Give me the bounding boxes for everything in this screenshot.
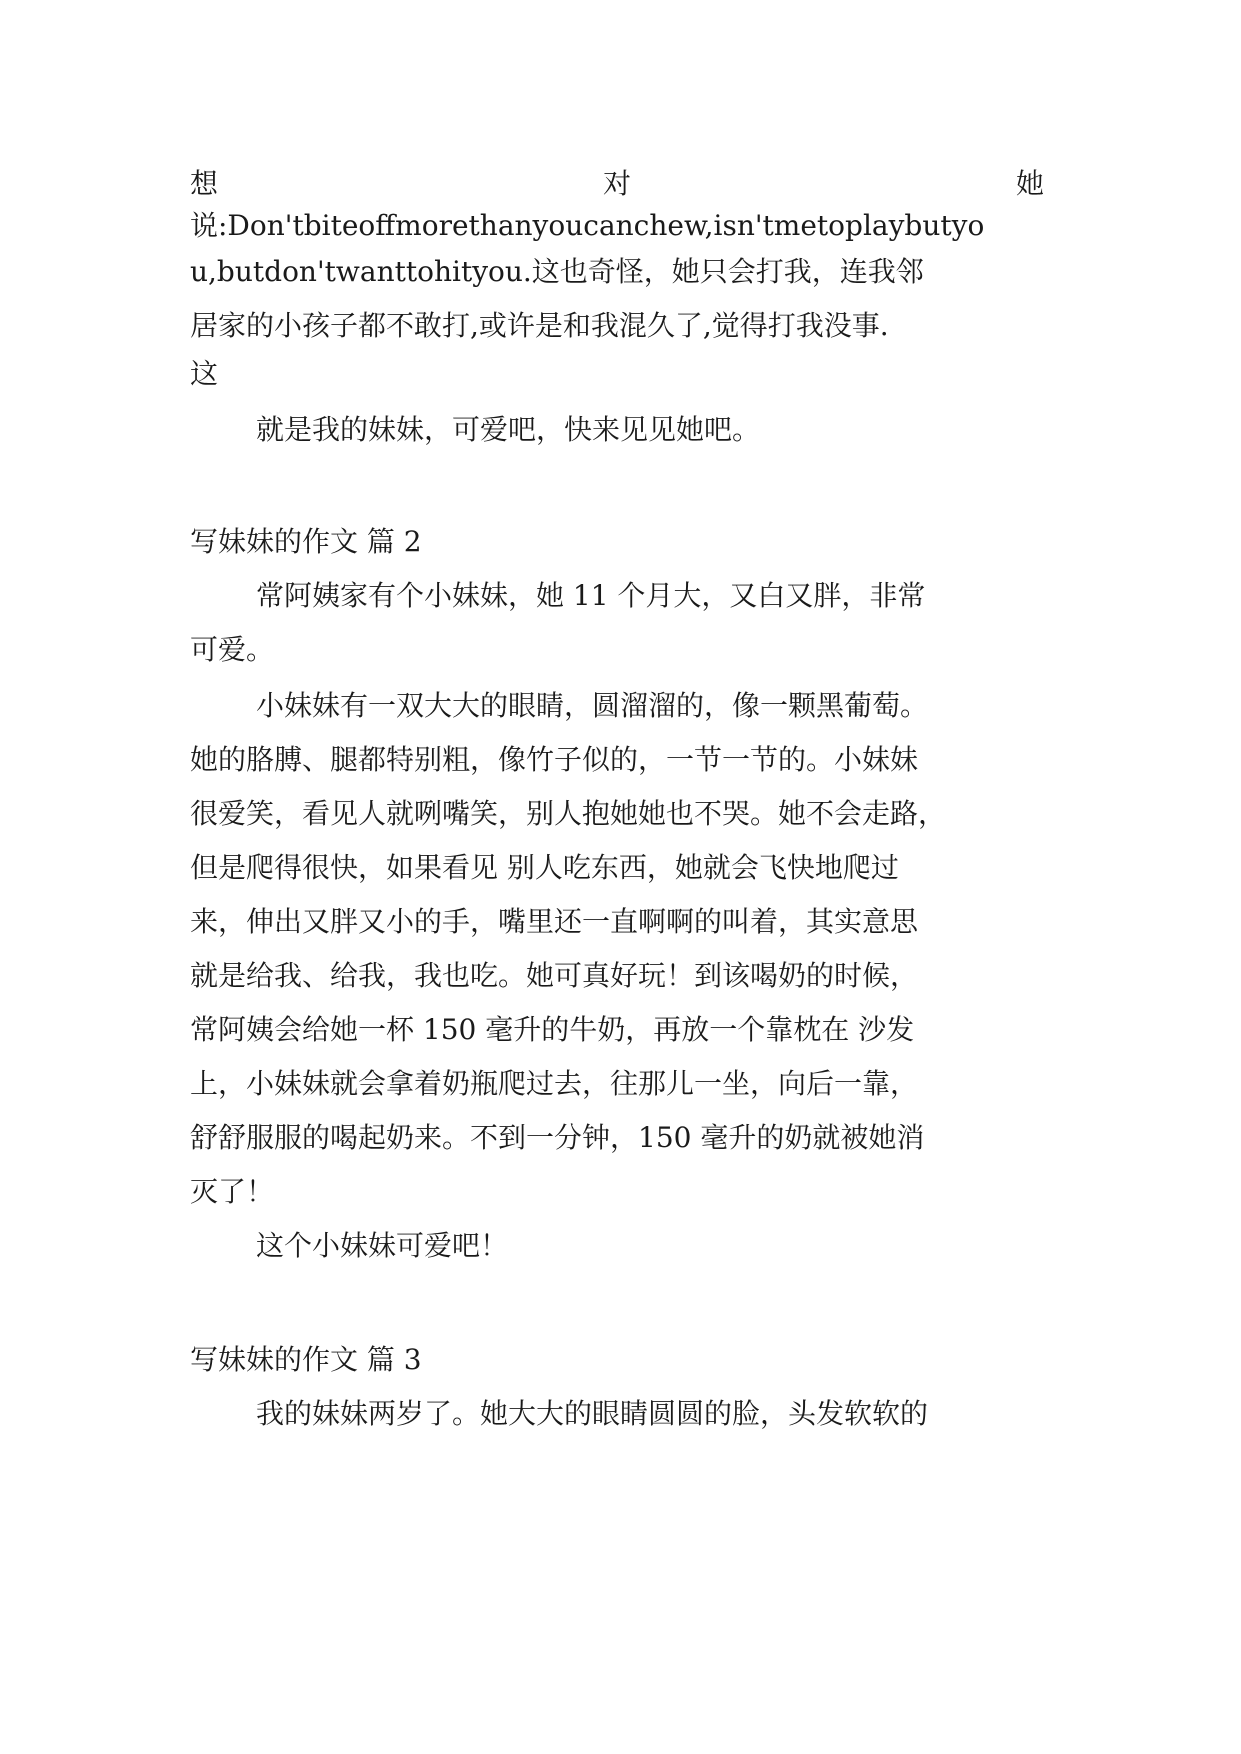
text-line: 但是爬得很快，如果看见 别人吃东西，她就会飞快地爬过 xyxy=(190,851,899,884)
text-line: 就是我的妹妹，可爱吧，快来见见她吧。 xyxy=(256,413,761,446)
text-line: 舒舒服服的喝起奶来。不到一分钟，150 毫升的奶就被她消 xyxy=(190,1121,925,1154)
text-line: 我的妹妹两岁了。她大大的眼睛圆圆的脸，头发软软的 xyxy=(256,1397,929,1430)
text-char: 想 xyxy=(190,167,219,200)
text-line: 常阿姨家有个小妹妹，她 11 个月大，又白又胖，非常 xyxy=(256,579,926,612)
text-line: 灭了！ xyxy=(190,1175,275,1208)
text-line: 这个小妹妹可爱吧！ xyxy=(256,1229,509,1262)
text-line: 就是给我、给我，我也吃。她可真好玩！到该喝奶的时候， xyxy=(190,959,919,992)
text-char: 她 xyxy=(1015,167,1044,200)
text-line: 常阿姨会给她一杯 150 毫升的牛奶，再放一个靠枕在 沙发 xyxy=(190,1013,915,1046)
justified-line xyxy=(190,164,1044,204)
text-char: 对 xyxy=(602,167,631,200)
text-line: 上，小妹妹就会拿着奶瓶爬过去，往那儿一坐，向后一靠， xyxy=(190,1067,919,1100)
section-heading: 写妹妹的作文 篇 2 xyxy=(190,525,422,558)
text-line: u,butdon'twanttohityou.这也奇怪，她只会打我，连我邻 xyxy=(190,255,924,288)
text-line: 可爱。 xyxy=(190,633,275,666)
text-line: 居家的小孩子都不敢打,或许是和我混久了,觉得打我没事. xyxy=(190,309,889,342)
text-line: 这 xyxy=(190,357,219,390)
text-line: 很爱笑，看见人就咧嘴笑，别人抱她她也不哭。她不会走路， xyxy=(190,797,947,830)
text-line: 小妹妹有一双大大的眼睛，圆溜溜的，像一颗黑葡萄。 xyxy=(256,689,929,722)
section-heading: 写妹妹的作文 篇 3 xyxy=(190,1343,422,1376)
text-line: 说:Don'tbiteoffmorethanyoucanchew,isn'tmetoplaybutyo xyxy=(190,209,985,242)
text-line: 她的胳膊、腿都特别粗，像竹子似的，一节一节的。小妹妹 xyxy=(190,743,919,776)
text-line: 来，伸出又胖又小的手，嘴里还一直啊啊的叫着，其实意思 xyxy=(190,905,919,938)
